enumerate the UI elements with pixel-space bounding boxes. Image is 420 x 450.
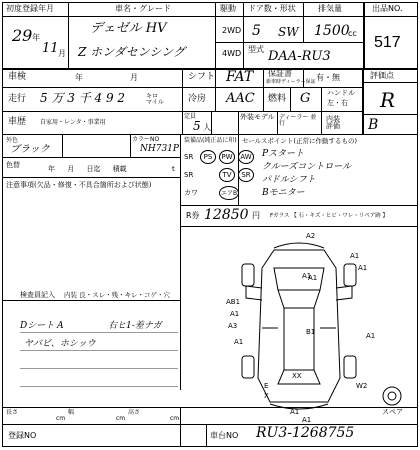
equip-row1-label: SR bbox=[184, 153, 194, 161]
interior-scale: 内装 良・スレ・残・キレ・コゲ・穴 bbox=[64, 291, 171, 299]
capacity-value: 5 bbox=[193, 119, 201, 133]
inspector-label: 検査員記入 bbox=[20, 291, 55, 299]
shift-label: シフト bbox=[188, 72, 216, 82]
interior-value: B bbox=[368, 117, 379, 133]
exterior-color-value: ブラック bbox=[10, 144, 50, 155]
color-change-row: 年 月 日迄 積載 bbox=[48, 165, 127, 173]
mark-b1: B1 bbox=[306, 328, 316, 336]
lot-label: 出品NO. bbox=[372, 4, 403, 13]
glass-note: Fガラス 【 石・キズ・ヒビ・ワレ・リペア跡 】 bbox=[270, 213, 389, 219]
width-unit: cm bbox=[116, 415, 126, 422]
mark-x: X bbox=[264, 392, 269, 400]
spare-label: スペア bbox=[382, 408, 403, 416]
model-label: 型式 bbox=[248, 45, 264, 54]
ac-value: AAC bbox=[226, 91, 255, 106]
chassis-label: 車台NO bbox=[210, 431, 239, 440]
tv-circle: TV bbox=[219, 168, 235, 182]
mileage-label: 走行 bbox=[8, 94, 27, 104]
drive-4wd: 4WD bbox=[222, 49, 242, 58]
equip-row2-label: SR bbox=[184, 171, 194, 179]
mark-a1-rear: A1 bbox=[290, 408, 300, 416]
month-unit: 月 bbox=[58, 49, 66, 58]
inspector-note-1b: 右ヒ1-差ナガ bbox=[108, 321, 162, 331]
interior-label: 内装 評価 bbox=[326, 115, 340, 130]
door-label: ドア数・形状 bbox=[248, 4, 296, 13]
mark-a1-tr2: A1 bbox=[358, 264, 368, 272]
drive-label: 駆動 bbox=[220, 4, 236, 13]
history-value: 自家用・レンタ・事業用 bbox=[40, 119, 106, 126]
airbag-circle: エアB bbox=[219, 186, 239, 200]
sales-point-3: パドルシフト bbox=[262, 175, 316, 185]
mark-a1-l2: A1 bbox=[234, 338, 244, 346]
equip-row3-label: カワ bbox=[184, 189, 198, 197]
mark-w2: W2 bbox=[356, 382, 368, 390]
pw-circle: PW bbox=[219, 150, 235, 164]
mileage-unit: キロ マイル bbox=[146, 93, 164, 106]
mark-a1-front: A1 bbox=[308, 274, 318, 282]
reg-year: 29 bbox=[12, 26, 33, 45]
lot-number: 517 bbox=[374, 34, 401, 51]
mileage-value: 5 万 3 千 4 9 2 bbox=[40, 91, 126, 105]
warranty-choice: 有・無 bbox=[316, 73, 340, 82]
mark-a1-bot: A1 bbox=[302, 416, 312, 424]
mark-e: E bbox=[264, 382, 269, 390]
color-change-label: 色替 bbox=[6, 161, 20, 169]
mark-a1-l: A1 bbox=[230, 310, 240, 318]
score-label: 評価点 bbox=[370, 71, 394, 80]
mark-a1-top: A1 bbox=[302, 272, 312, 280]
mark-ab1: AB1 bbox=[226, 298, 241, 306]
damage-diagram bbox=[182, 228, 416, 424]
r-ticket-unit: 円 bbox=[252, 211, 260, 220]
sales-points-title: セールスポイント(正常に作動するもの) bbox=[242, 137, 357, 145]
exterior-color-label: 外色 bbox=[6, 137, 19, 144]
history-label: 車歴 bbox=[8, 117, 27, 127]
aw-circle: AW bbox=[238, 150, 254, 164]
exterior-label: 外装モデル bbox=[240, 113, 275, 121]
mark-a2: A2 bbox=[306, 232, 316, 240]
displacement-label: 排気量 bbox=[318, 4, 342, 13]
grade: Z ホンダセンシング bbox=[78, 45, 185, 59]
inspection-year: 年 bbox=[75, 73, 83, 82]
mark-a1-r: A1 bbox=[366, 332, 376, 340]
color-no-label: カラーNO bbox=[132, 136, 160, 143]
inspection-label: 車検 bbox=[8, 72, 27, 82]
sr-circle: SR bbox=[238, 168, 254, 182]
length-unit: cm bbox=[56, 415, 66, 422]
width-label: 幅 bbox=[68, 409, 75, 416]
notes-label: 注意事項(欠品・修復・不具合箇所および状態) bbox=[6, 181, 152, 189]
sales-point-4: Bモニター bbox=[262, 188, 305, 198]
length-label: 長さ bbox=[6, 409, 19, 416]
warranty-label: 保証書 bbox=[268, 69, 292, 78]
handle-label: ハンドル bbox=[327, 89, 355, 97]
year-unit: 年 bbox=[32, 33, 40, 42]
equipment-title: 装備品(純正品に印) bbox=[184, 137, 237, 144]
model-value: DAA-RU3 bbox=[268, 49, 331, 64]
inspector-note-2: ヤバビ、ホシッウ bbox=[24, 339, 96, 349]
score-value: R bbox=[380, 88, 396, 112]
first-reg-label: 初度登録年月 bbox=[6, 4, 54, 13]
door-value: 5 bbox=[252, 23, 261, 39]
displacement-value: 1500 bbox=[314, 23, 350, 39]
capacity-unit: 人 bbox=[203, 123, 211, 132]
capacity-label: 定員 bbox=[184, 113, 197, 120]
shift-value: FAT bbox=[226, 69, 254, 85]
mark-a1-tr: A1 bbox=[350, 252, 360, 260]
chassis-value: RU3-1268755 bbox=[256, 425, 355, 441]
car-name-label: 車名・グレード bbox=[115, 4, 171, 13]
color-change-unit: t bbox=[172, 165, 175, 173]
r-ticket-label: R券 bbox=[186, 211, 200, 220]
shape-value: SW bbox=[278, 25, 299, 39]
mark-a3: A3 bbox=[228, 322, 238, 330]
warranty-sub: 新車時ディーラー保証 bbox=[266, 79, 316, 85]
ac-label: 冷房 bbox=[188, 94, 207, 104]
color-no-value: NH731P bbox=[140, 144, 179, 154]
ps-circle: PS bbox=[200, 150, 216, 164]
displacement-unit: cc bbox=[348, 29, 357, 38]
fuel-label: 燃料 bbox=[268, 94, 287, 104]
height-unit: cm bbox=[170, 415, 180, 422]
r-ticket-value: 12850 bbox=[204, 207, 249, 223]
inspection-month: 月 bbox=[130, 73, 138, 82]
drive-2wd: 2WD bbox=[222, 26, 242, 35]
car-name: デェゼル HV bbox=[90, 21, 167, 36]
fuel-value: G bbox=[300, 91, 311, 106]
handle-value: 左・右 bbox=[327, 99, 348, 107]
exterior-sub: ディーラー 並行 bbox=[279, 114, 317, 127]
reg-no-label: 登録NO bbox=[8, 431, 37, 440]
mark-xx: XX bbox=[292, 372, 302, 380]
height-label: 高さ bbox=[128, 409, 141, 416]
sales-point-1: Pスタート bbox=[262, 149, 305, 159]
sales-point-2: クルーズコントロール bbox=[262, 162, 352, 172]
inspector-note-1: Dシート A bbox=[20, 321, 64, 331]
reg-month: 11 bbox=[42, 41, 59, 56]
